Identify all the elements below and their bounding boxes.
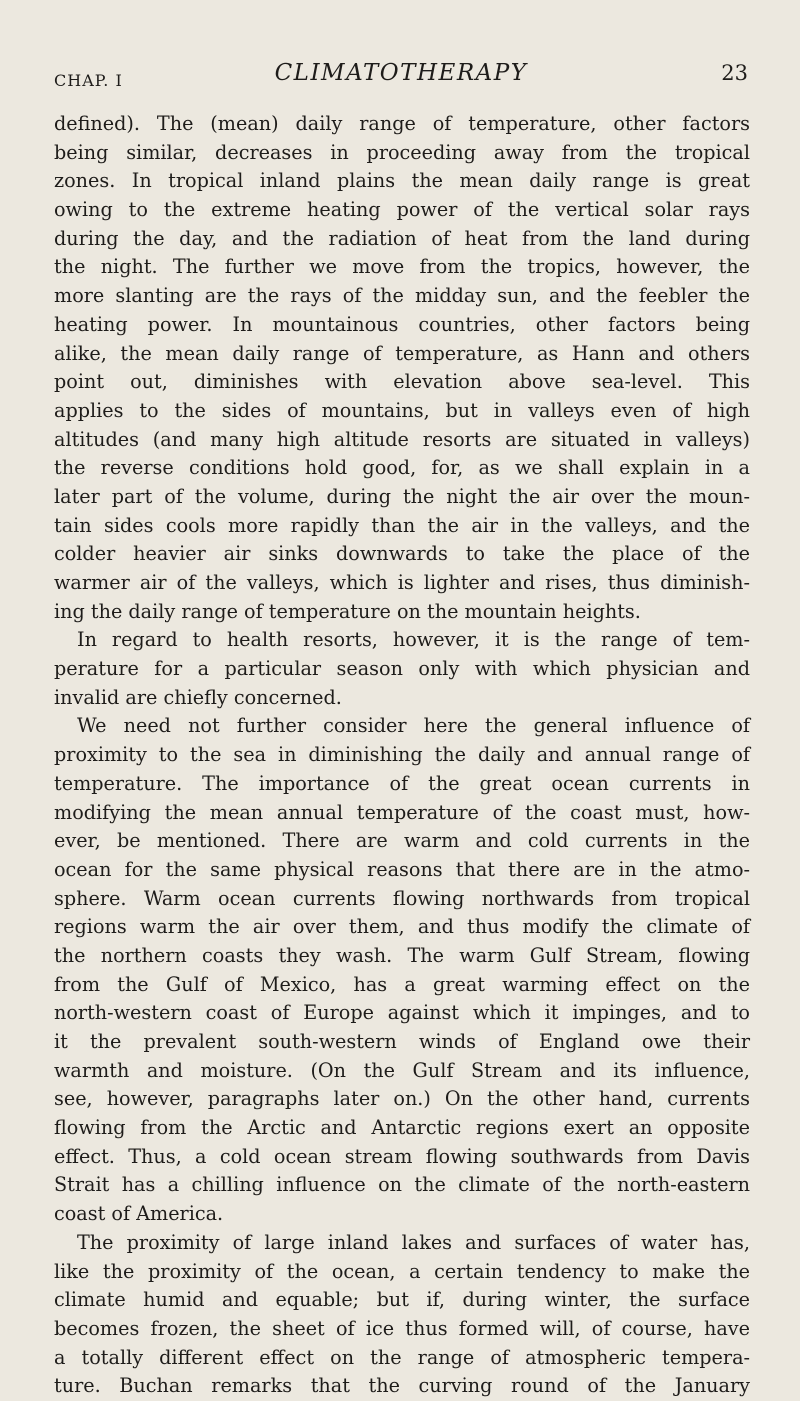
text-line: ever, be mentioned. There are warm and cold currents in the [54,829,750,853]
page-number: 23 [721,61,748,85]
text-line: zones. In tropical inland plains the mean daily range is great [54,169,750,193]
text-line: regions warm the air over them, and thus modify the climate of [54,915,750,939]
text-line: during the day, and the radiation of heat from the land during [54,226,750,250]
text-line: sphere. Warm ocean currents flowing northwards from tropical [54,886,750,910]
running-head [54,60,748,90]
text-line: from the Gulf of Mexico, has a great warming effect on the [54,972,750,996]
paragraph [54,1229,750,1401]
text-line: flowing from the Arctic and Antarctic regions exert an opposite [54,1116,750,1140]
text-line: it the prevalent south-western winds of England owe their [54,1030,750,1053]
text-line: climate humid and equable; but if, during winter, the surface [54,1288,750,1312]
text-line: like the proximity of the ocean, a certain tendency to make the [54,1259,750,1283]
text-line: coast of America. [54,1202,224,1226]
text-line: perature for a particular season only with which physician and [54,657,750,681]
text-line: We need not further consider here the general influence of [77,714,750,738]
text-line: becomes frozen, the sheet of ice thus formed will, of course, have [54,1316,750,1340]
text-line: north-western coast of Europe against which it impinges, and to [54,1001,750,1025]
text-line: effect. Thus, a cold ocean stream flowing southwards from Davis [54,1144,750,1168]
text-line: temperature. The importance of the great ocean currents in [54,771,750,795]
text-line: invalid are chiefly concerned. [54,685,342,709]
text-line: defined). The (mean) daily range of temperature, other factors [54,112,750,135]
text-line: Strait has a chilling influence on the climate of the north-eastern [54,1173,750,1197]
text-line: ing the daily range of temperature on the mountain heights. [54,599,641,623]
text-line: modifying the mean annual temperature of the coast must, how- [54,800,750,824]
text-line: heating power. In mountainous countries, other factors being [54,312,750,336]
text-line: later part of the volume, during the night the air over the moun- [54,484,750,508]
text-line: alike, the mean daily range of temperature, as Hann and others [54,341,750,365]
paragraph [54,712,750,1228]
paragraph [54,110,750,626]
text-line: see, however, paragraphs later on.) On the other hand, currents [54,1087,750,1111]
running-title: CLIMATOTHERAPY [274,60,528,86]
text-line: tain sides cools more rapidly than the air in the valleys, and the [54,513,750,537]
text-line: altitudes (and many high altitude resorts are situated in valleys) [54,427,750,451]
text-line: ture. Buchan remarks that the curving round of the January [54,1374,750,1398]
text-line: the northern coasts they wash. The warm Gulf Stream, flowing [54,943,750,967]
text-line: The proximity of large inland lakes and surfaces of water has, [77,1230,750,1254]
text-line: owing to the extreme heating power of the vertical solar rays [54,198,750,222]
text-line: ocean for the same physical reasons that there are in the atmo- [54,857,750,881]
text-line: the night. The further we move from the tropics, however, the [54,255,750,279]
text-line: warmer air of the valleys, which is lighter and rises, thus diminish- [54,571,750,594]
text-line: applies to the sides of mountains, but in valleys even of high [54,398,750,422]
text-line: colder heavier air sinks downwards to take the place of the [54,542,750,566]
text-line: a totally different effect on the range of atmospheric tempera- [54,1345,750,1369]
chapter-label: CHAP. I [54,71,123,90]
text-line: warmth and moisture. (On the Gulf Stream and its influence, [54,1058,750,1082]
text-line: point out, diminishes with elevation above sea-level. This [54,370,750,394]
text-line: more slanting are the rays of the midday sun, and the feebler the [54,284,750,308]
text-line: In regard to health resorts, however, it is the range of tem- [77,628,750,652]
paragraph [54,626,750,712]
text-line: proximity to the sea in diminishing the daily and annual range of [54,743,750,767]
body-text [54,110,750,1401]
text-line: the reverse conditions hold good, for, as we shall explain in a [54,456,750,480]
text-line: being similar, decreases in proceeding away from the tropical [54,140,750,164]
